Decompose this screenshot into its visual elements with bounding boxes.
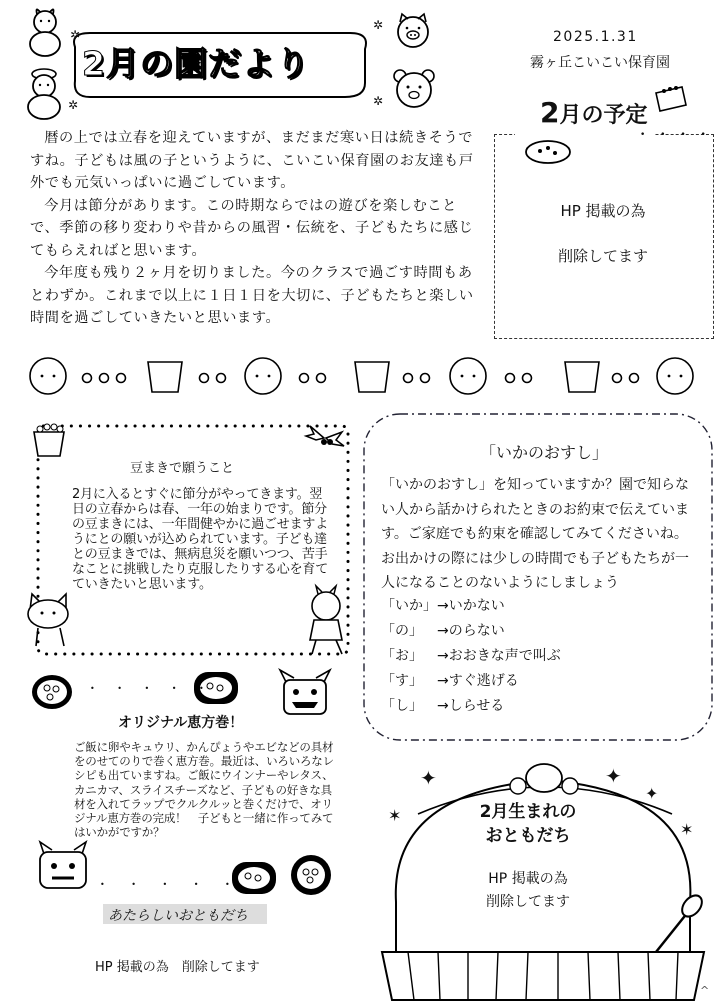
scroll-hint[interactable]: ^: [700, 984, 710, 997]
oni-mask-illustration: [32, 840, 94, 892]
sparkle-icon: ✦: [605, 764, 622, 788]
list-item-key: 「の」: [381, 623, 423, 639]
list-item-value: →いかない: [437, 598, 505, 614]
birthday-heading: [448, 800, 608, 848]
list-item-value: →すぐ逃げる: [437, 673, 519, 689]
sushi-roll-illustration: [288, 852, 334, 898]
schedule-heading: [540, 96, 648, 129]
mamemaki-body: 2月に入るとすぐに節分がやってきます。翌日の立春からは春、一年の始まりです。節分の豆まきには、一年間健やかに過ごせますようにとの願いが込められています。子ども達との豆まきでは、無病息災を願いつつ、苦手なことに挑戦したり克服したりする心を育てていきたいと思います。: [72, 487, 329, 592]
sparkle-dots: • • • •: [640, 130, 712, 140]
intro-paragraph: 今月は節分があります。この時期ならではの遊びを楽しむことで、季節の移り変わりや昔からの風習・伝統を、子どもたちに感じてもらえればと思います。: [30, 197, 474, 259]
mamemaki-heading: 豆まきで願うこと: [130, 461, 235, 476]
ehomaki-body: ご飯に卵やキュウリ、かんぴょうやエビなどの具材をのせてのりで巻く恵方巻。最近は、いろいろなレシピも出ていますね。ご飯にウインナーやレタス、カニカマ、スライスチーズなど、子どもの好きな具材を入れてラップでクルクルッと巻くだけで、オリジナル恵方巻の完成！ 子どもと一緒に作ってみてはいかがですか？: [74, 740, 334, 840]
list-item-key: 「す」: [381, 673, 423, 689]
ehomaki-heading: オリジナル恵方巻！: [118, 715, 244, 731]
setsubun-divider: [20, 348, 710, 403]
sushi-roll-illustration: [28, 672, 76, 712]
schedule-line2: 削除してます: [557, 247, 648, 265]
sparkle-icon: ✶: [680, 820, 694, 839]
intro-paragraph: 暦の上では立春を迎えていますが、まだまだ寒い日は続きそうですね。子どもは風の子というように、こいこい保育園のお友達も戸外でも元気いっぱいに過ごしています。: [30, 130, 474, 191]
birthday-line1: HP 掲載の為: [488, 871, 568, 887]
intro-text: [30, 127, 478, 330]
ikanosushi-list: [381, 594, 681, 719]
sparkle-icon: ✲: [68, 98, 79, 112]
list-item-value: →しらせる: [437, 698, 505, 714]
list-item: [381, 594, 681, 619]
list-item-value: →おおきな声で叫ぶ: [437, 648, 561, 664]
list-item-value: →のらない: [437, 623, 505, 639]
page-title: 2月の園だより: [82, 44, 310, 83]
new-friends-note: HP 掲載の為 削除してます: [95, 960, 260, 975]
intro-paragraph: 今年度も残り２ヶ月を切りました。今のクラスで過ごす時間もあとわずか。これまで以上に１日１日を大切に、子どもたちと楽しい時間を過ごしていきたいと思います。: [30, 265, 474, 326]
list-item: [381, 644, 681, 669]
sparkle-icon: ✲: [373, 94, 384, 108]
sparkle-icon: ✲: [70, 28, 81, 42]
ikanosushi-heading: 「いかのおすし」: [480, 443, 609, 462]
confetti-dots: • • • • •: [90, 684, 214, 693]
new-friends-heading-text: あたらしいおともだち: [108, 908, 248, 924]
list-item: [381, 694, 681, 719]
birthday-heading-line2: おともだち: [485, 826, 571, 846]
list-item-key: 「いか」: [381, 598, 437, 614]
sushi-roll-illustration: [228, 858, 280, 898]
mame-box-illustration: [28, 418, 70, 460]
list-item: [381, 669, 681, 694]
list-item-key: 「し」: [381, 698, 423, 714]
ikanosushi-body: 「いかのおすし」を知っていますか？園で知らない人から話かけられたときのお約束で伝えています。ご家庭でも約束を確認してみてくださいね。お出かけの際には少しの時間でも子どもたちが一人になることのないようにしましょう: [381, 477, 689, 591]
mame-box-illustration: [652, 83, 688, 113]
schedule-line1: HP 掲載の為: [560, 202, 646, 220]
oni-kid-illustration: [296, 588, 358, 658]
schedule-heading-text: 月の予定: [559, 103, 648, 128]
sparkle-icon: ✦: [420, 766, 437, 790]
oni-mask-illustration: [276, 668, 334, 718]
snowman-illustration: [23, 66, 65, 120]
birthday-heading-line1: 2月生まれの: [479, 802, 577, 822]
list-item: [381, 619, 681, 644]
publish-date: 2025.1.31: [553, 29, 638, 45]
holly-illustration: [302, 418, 348, 458]
snowman-illustration: [25, 8, 65, 58]
list-item-key: 「お」: [381, 648, 423, 664]
pig-illustration: [392, 10, 434, 52]
birthday-line2: 削除してます: [486, 894, 570, 910]
sparkle-icon: ✶: [388, 806, 402, 825]
cake-roll-illustration: [522, 136, 574, 166]
sparkle-icon: ✲: [373, 18, 384, 32]
bear-illustration: [390, 64, 438, 112]
confetti-dots: • • • • •: [100, 880, 242, 889]
cat-illustration: [20, 588, 90, 650]
nursery-name: 霧ヶ丘こいこい保育園: [530, 55, 670, 71]
sparkle-icon: ✦: [645, 784, 659, 803]
schedule-heading-number: 2: [540, 96, 560, 129]
